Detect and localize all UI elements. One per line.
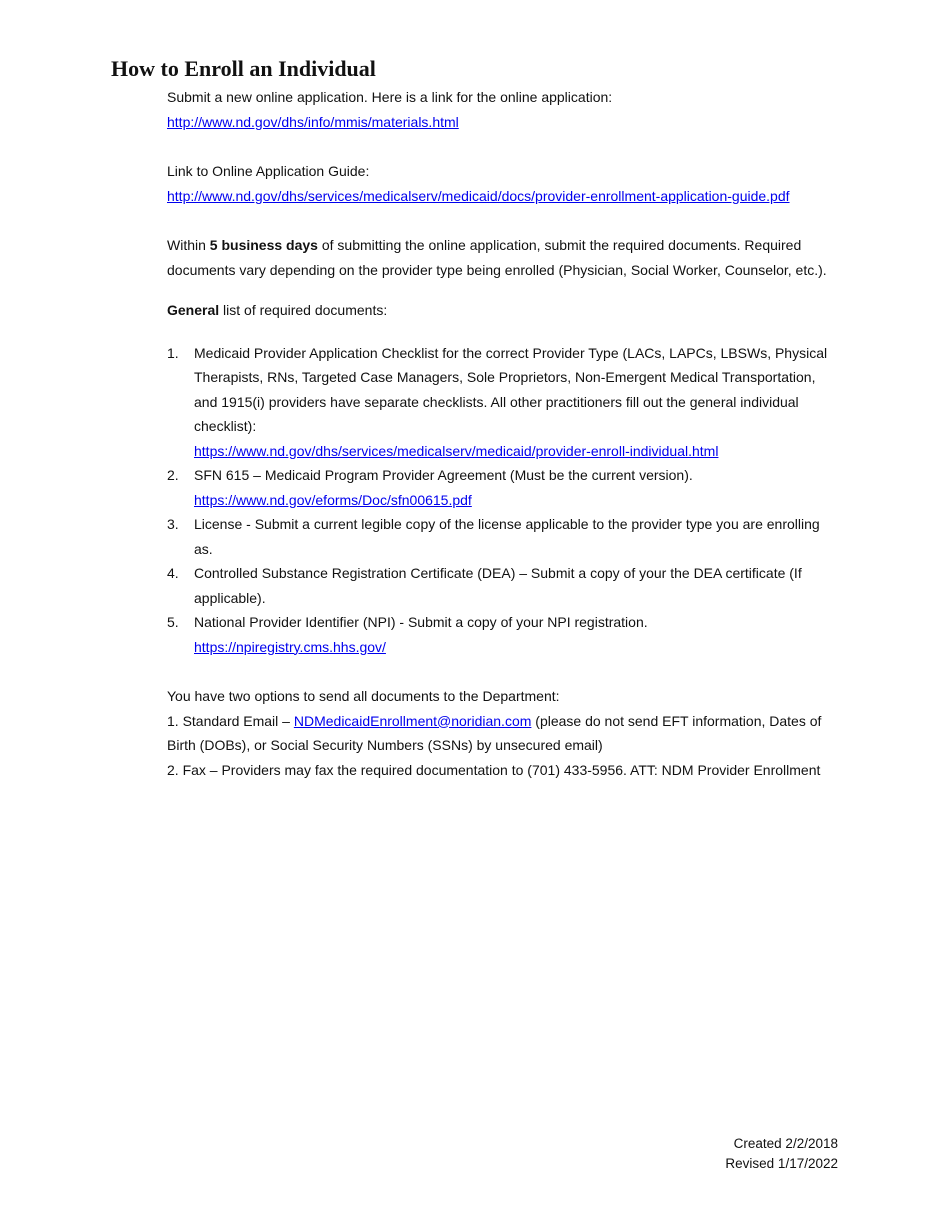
intro-text: Submit a new online application. Here is a link for the online application: — [167, 89, 613, 105]
deadline-suffix: of submitting the online application, submit the required documents. Required documents vary depending on the provider type being enrolled (Physician, Social Worker, Counselor, etc.). — [167, 237, 827, 278]
enrollment-email-link[interactable]: NDMedicaidEnrollment@noridian.com — [293, 712, 532, 729]
footer-dates — [725, 1134, 838, 1174]
general-bold: General — [167, 302, 220, 318]
deadline-bold: 5 business days — [209, 237, 318, 253]
item-number: 5. — [167, 614, 179, 630]
guide-text: Link to Online Application Guide: — [167, 163, 370, 179]
item-number: 4. — [167, 565, 179, 581]
created-date: Created 2/2/2018 — [733, 1136, 838, 1151]
item-link[interactable]: https://npiregistry.cms.hhs.gov/ — [194, 638, 386, 655]
option-fax: 2. Fax – Providers may fax the required documentation to (701) 433-5956. ATT: NDM Provider Enrollment — [167, 761, 821, 778]
deadline-paragraph — [167, 233, 839, 282]
item-number: 1. — [167, 344, 179, 361]
item-link[interactable]: https://www.nd.gov/dhs/services/medicalserv/medicaid/provider-enroll-individual.html — [194, 442, 719, 459]
email-suffix: (please do not send EFT information, Dates of Birth (DOBs), or Social Security Numbers (SSNs) by unsecured email) — [167, 712, 822, 753]
option-email — [167, 709, 839, 758]
deadline-prefix: Within — [167, 237, 210, 253]
item-number: 2. — [167, 467, 179, 483]
document-item — [167, 341, 839, 464]
document-item — [167, 561, 839, 610]
document-item — [167, 463, 839, 512]
document-item — [167, 512, 839, 561]
document-body — [167, 85, 839, 782]
item-number: 3. — [167, 516, 179, 532]
email-prefix: 1. Standard Email – — [167, 712, 294, 729]
item-text: National Provider Identifier (NPI) - Submit a copy of your NPI registration. — [194, 614, 648, 630]
item-text: SFN 615 – Medicaid Program Provider Agreement (Must be the current version). — [194, 467, 693, 483]
document-item — [167, 610, 839, 659]
general-heading — [167, 298, 839, 323]
online-application-link[interactable]: http://www.nd.gov/dhs/info/mmis/materials.html — [167, 113, 459, 130]
item-text: Medicaid Provider Application Checklist for the correct Provider Type (LACs, LAPCs, LBSWs, Physical Therapists, RNs, Targeted Case Managers, Sole Proprietors, Non-Emergent Medical Transportation, and 1915(i) providers have separate checklists. All other practitioners fill out the general individual checklist): — [194, 344, 828, 434]
item-text: Controlled Substance Registration Certificate (DEA) – Submit a copy of your the DEA certificate (If applicable). — [194, 565, 802, 606]
required-documents-list — [167, 341, 839, 660]
application-guide-link[interactable]: http://www.nd.gov/dhs/services/medicalserv/medicaid/docs/provider-enrollment-application-guide.pdf — [167, 187, 790, 204]
item-link[interactable]: https://www.nd.gov/eforms/Doc/sfn00615.pdf — [194, 491, 472, 508]
general-suffix: list of required documents: — [219, 302, 388, 318]
revised-date: Revised 1/17/2022 — [725, 1156, 838, 1171]
item-text: License - Submit a current legible copy of the license applicable to the provider type you are enrolling as. — [194, 516, 820, 557]
page-title: How to Enroll an Individual — [111, 56, 376, 81]
options-intro: You have two options to send all documents to the Department: — [167, 688, 560, 704]
